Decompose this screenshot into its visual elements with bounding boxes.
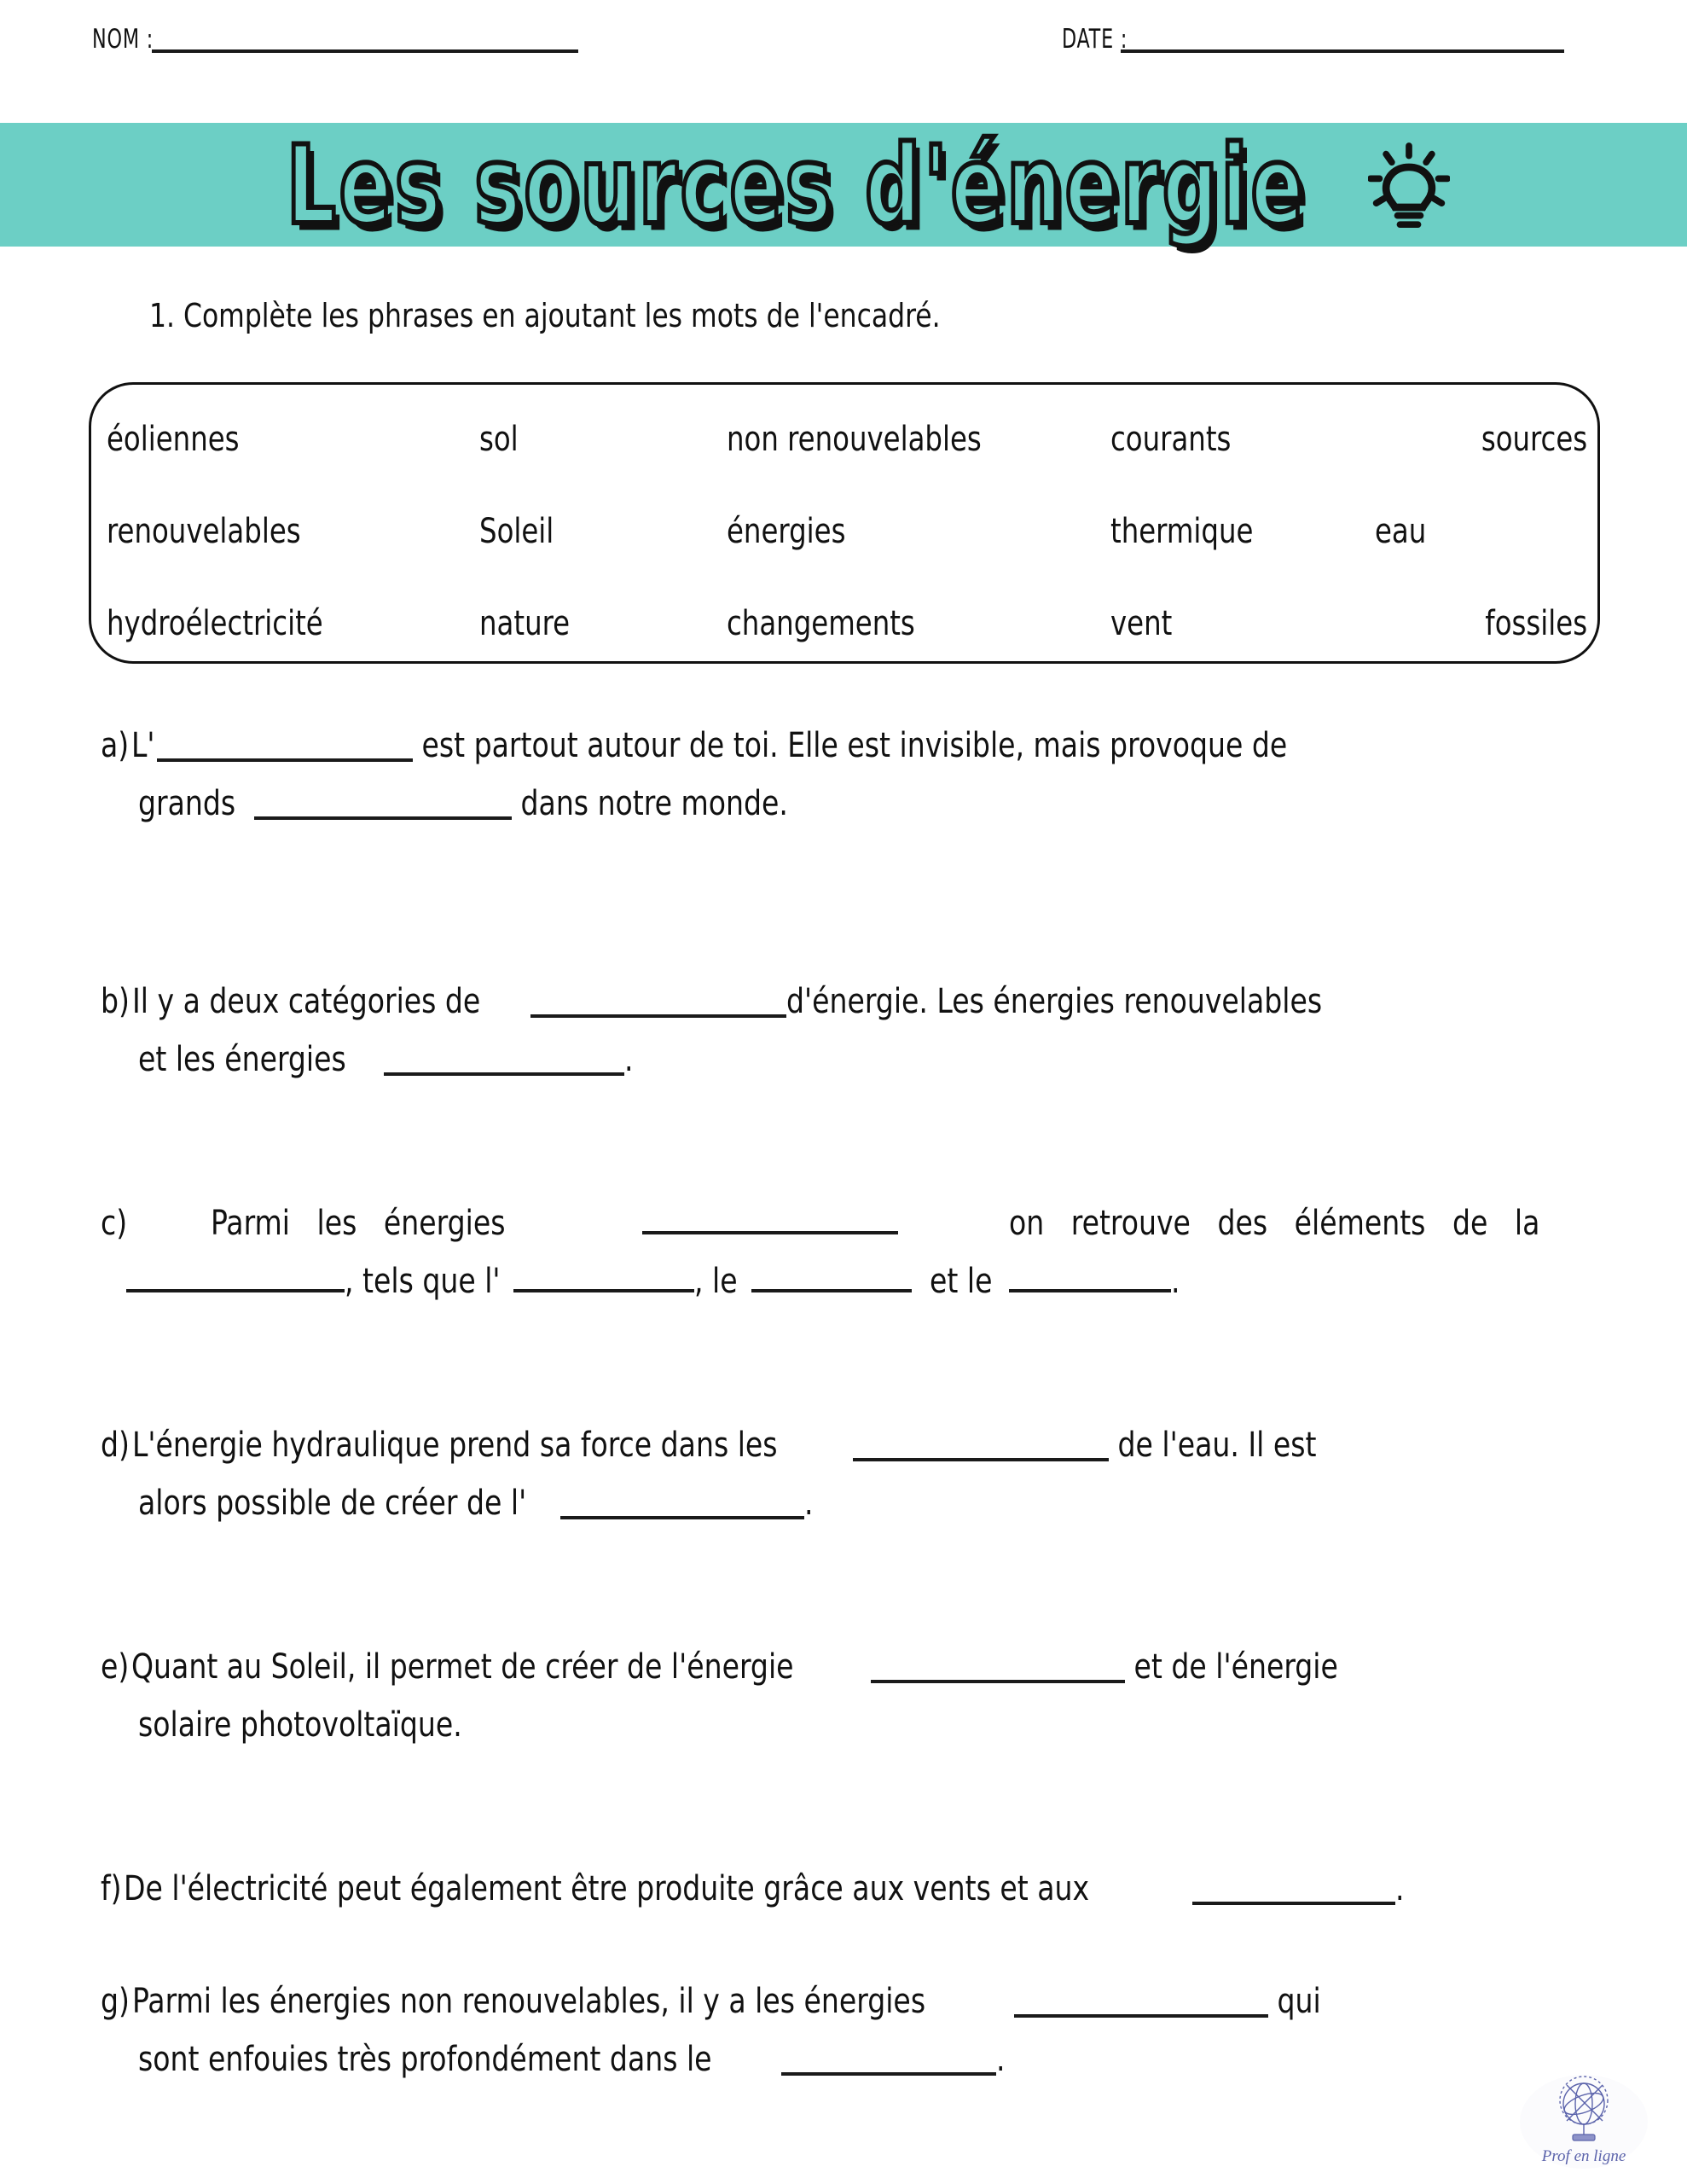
question-c-line-1 bbox=[101, 1194, 1586, 1252]
question-d-text-4: . bbox=[803, 1484, 814, 1523]
question-a-line-2 bbox=[101, 775, 1586, 833]
word-bank-item[interactable]: Soleil bbox=[479, 512, 554, 551]
question-b-line-1 bbox=[101, 973, 1586, 1031]
question-c-text-2: on retrouve des éléments de la bbox=[1009, 1204, 1540, 1243]
page-title: Les sources d'énergie bbox=[287, 121, 1307, 248]
instruction-text: 1. Complète les phrases en ajoutant les mots de l'encadré. bbox=[149, 297, 941, 334]
title-banner bbox=[0, 123, 1687, 247]
answer-blank[interactable] bbox=[1014, 1985, 1268, 2018]
question-c-line-2 bbox=[101, 1252, 1612, 1310]
logo-label: Prof en ligne bbox=[1541, 2147, 1626, 2165]
question-a-label: a) bbox=[101, 726, 130, 765]
word-bank-item[interactable]: hydroélectricité bbox=[107, 604, 323, 643]
word-bank-item[interactable]: sol bbox=[479, 420, 519, 459]
question-c-text-1: Parmi les énergies bbox=[210, 1204, 506, 1243]
question-g-text-3: sont enfouies très profondément dans le bbox=[138, 2040, 730, 2079]
question-c-text-4: , le bbox=[694, 1262, 747, 1301]
word-bank-item[interactable]: vent bbox=[1110, 604, 1173, 643]
question-b-label: b) bbox=[101, 982, 130, 1021]
date-field bbox=[1062, 24, 1564, 53]
question-g-text-1: Parmi les énergies non renouvelables, il y a les énergies bbox=[131, 1982, 943, 2021]
question-a-text-2: est partout autour de toi. Elle est invisible, mais provoque de bbox=[413, 726, 1288, 765]
question-f-text-2: . bbox=[1395, 1869, 1405, 1908]
answer-blank[interactable] bbox=[642, 1202, 898, 1234]
question-a bbox=[101, 717, 1586, 833]
question-c bbox=[101, 1194, 1586, 1310]
answer-blank[interactable] bbox=[1192, 1873, 1395, 1905]
question-e-label: e) bbox=[101, 1647, 130, 1687]
word-bank-item[interactable]: nature bbox=[479, 604, 571, 643]
question-g-line-2 bbox=[101, 2030, 1586, 2088]
worksheet-header bbox=[0, 24, 1687, 75]
question-b-text-4: . bbox=[623, 1040, 634, 1079]
question-g-label: g) bbox=[101, 1982, 130, 2021]
word-bank-item[interactable]: sources bbox=[1481, 420, 1587, 459]
word-bank-item[interactable]: non renouvelables bbox=[727, 420, 982, 459]
word-bank bbox=[89, 382, 1600, 664]
word-bank-item[interactable]: éoliennes bbox=[107, 420, 240, 459]
globe-icon bbox=[1520, 2075, 1648, 2148]
question-c-text-6: . bbox=[1170, 1262, 1180, 1301]
site-logo bbox=[1520, 2075, 1648, 2177]
name-write-line[interactable] bbox=[152, 24, 578, 53]
question-b bbox=[101, 973, 1586, 1089]
question-d-text-3: alors possible de créer de l' bbox=[138, 1484, 527, 1523]
question-a-text-3: grands bbox=[138, 784, 245, 823]
question-e-text-3: solaire photovoltaïque. bbox=[138, 1705, 462, 1745]
question-b-text-3: et les énergies bbox=[138, 1040, 364, 1079]
question-c-label: c) bbox=[101, 1204, 128, 1243]
question-a-line-1 bbox=[101, 717, 1586, 775]
answer-blank[interactable] bbox=[513, 1260, 694, 1292]
date-label: DATE : bbox=[1062, 24, 1128, 55]
date-write-line[interactable] bbox=[1121, 24, 1564, 53]
word-bank-item[interactable]: thermique bbox=[1110, 512, 1254, 551]
question-d bbox=[101, 1416, 1586, 1532]
question-g-line-1 bbox=[101, 1972, 1586, 2030]
word-bank-item[interactable]: eau bbox=[1375, 512, 1427, 551]
word-bank-item[interactable]: fossiles bbox=[1485, 604, 1587, 643]
question-a-text-4: dans notre monde. bbox=[511, 784, 788, 823]
question-g bbox=[101, 1972, 1586, 2088]
question-c-text-5: et le bbox=[911, 1262, 1001, 1301]
name-field bbox=[92, 24, 578, 53]
question-f bbox=[101, 1860, 1586, 1918]
answer-blank[interactable] bbox=[871, 1651, 1125, 1683]
question-g-text-2: qui bbox=[1267, 1982, 1321, 2021]
word-bank-item[interactable]: changements bbox=[727, 604, 915, 643]
question-d-line-1 bbox=[101, 1416, 1586, 1474]
question-a-text-1: L' bbox=[131, 726, 155, 765]
question-e-line-2 bbox=[101, 1696, 1586, 1754]
answer-blank[interactable] bbox=[781, 2043, 996, 2076]
question-d-text-1: L'énergie hydraulique prend sa force dans les bbox=[131, 1426, 796, 1465]
question-g-text-4: . bbox=[995, 2040, 1006, 2079]
question-e-text-1: Quant au Soleil, il permet de créer de l'énergie bbox=[131, 1647, 812, 1687]
question-d-text-2: de l'eau. Il est bbox=[1109, 1426, 1317, 1465]
question-e-line-1 bbox=[101, 1638, 1586, 1696]
question-f-label: f) bbox=[101, 1869, 122, 1908]
question-b-text-1: Il y a deux catégories de bbox=[131, 982, 499, 1021]
answer-blank[interactable] bbox=[560, 1487, 804, 1519]
word-bank-item[interactable]: renouvelables bbox=[107, 512, 301, 551]
word-bank-item[interactable]: énergies bbox=[727, 512, 846, 551]
question-c-text-3: , tels que l' bbox=[345, 1262, 501, 1301]
answer-blank[interactable] bbox=[126, 1260, 345, 1292]
question-e bbox=[101, 1638, 1586, 1754]
answer-blank[interactable] bbox=[853, 1429, 1109, 1461]
answer-blank[interactable] bbox=[254, 787, 512, 820]
name-label: NOM : bbox=[92, 24, 154, 55]
lightbulb-icon bbox=[1368, 142, 1450, 231]
question-f-text-1: De l'électricité peut également être produite grâce aux vents et aux bbox=[123, 1869, 1107, 1908]
question-d-line-2 bbox=[101, 1474, 1586, 1532]
answer-blank[interactable] bbox=[157, 729, 413, 762]
answer-blank[interactable] bbox=[384, 1043, 624, 1076]
question-f-line-1 bbox=[101, 1860, 1586, 1918]
question-b-line-2 bbox=[101, 1031, 1586, 1089]
answer-blank[interactable] bbox=[530, 985, 786, 1018]
answer-blank[interactable] bbox=[1009, 1260, 1171, 1292]
answer-blank[interactable] bbox=[751, 1260, 912, 1292]
word-bank-item[interactable]: courants bbox=[1110, 420, 1232, 459]
question-d-label: d) bbox=[101, 1426, 130, 1465]
question-b-text-2: d'énergie. Les énergies renouvelables bbox=[786, 982, 1322, 1021]
question-e-text-2: et de l'énergie bbox=[1125, 1647, 1338, 1687]
